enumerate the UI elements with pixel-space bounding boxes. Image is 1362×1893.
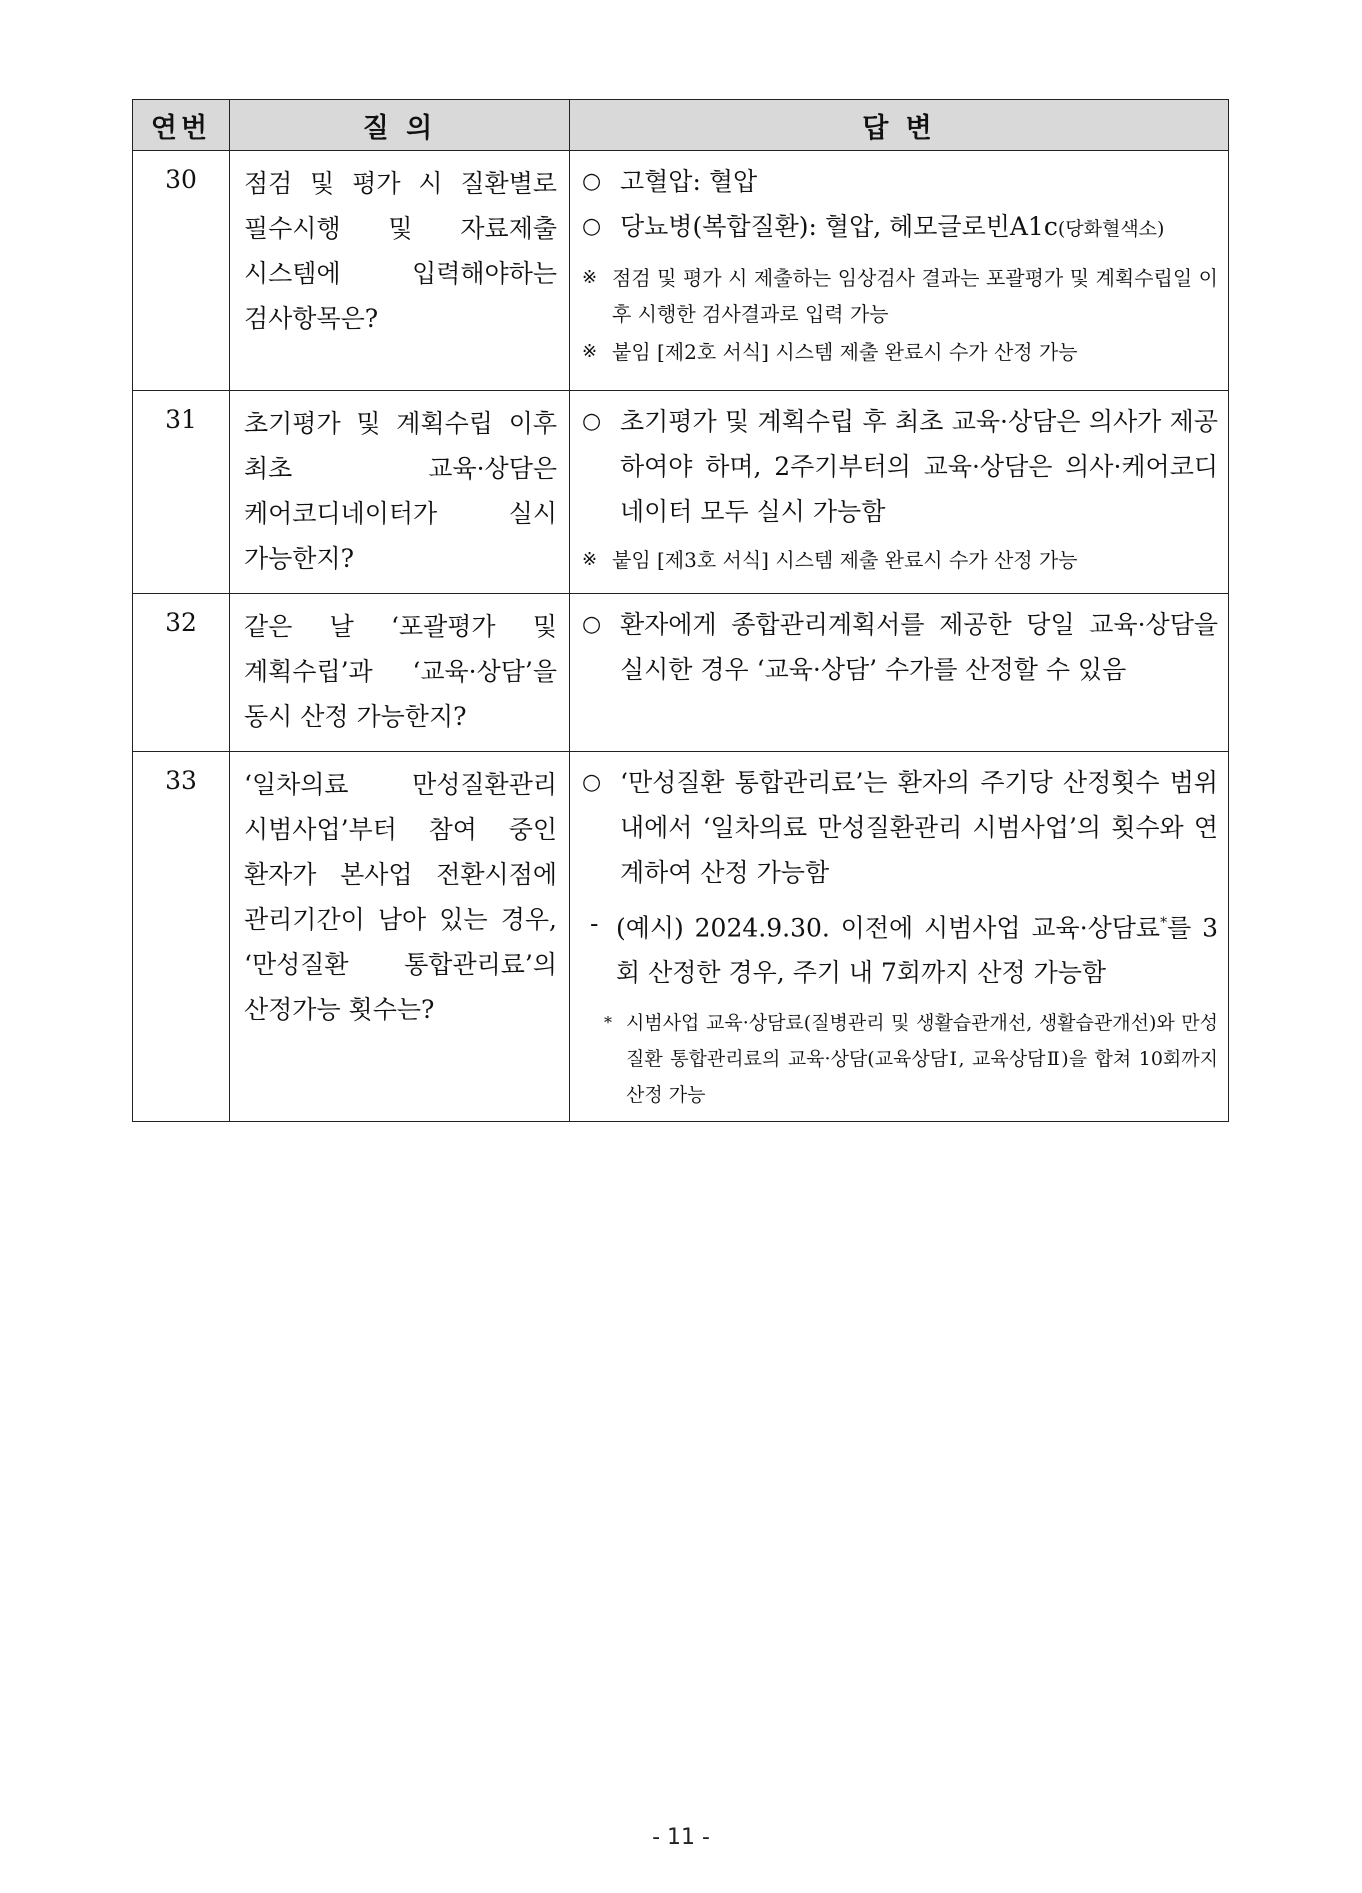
row-answer (570, 594, 1229, 752)
answer-note: ※ 붙임 [제2호 서식] 시스템 제출 완료시 수가 산정 가능 (582, 334, 1218, 370)
answer-suffix: (당화혈색소) (1057, 218, 1165, 240)
row-number: 32 (133, 594, 230, 752)
row-answer (570, 391, 1229, 594)
footnote-mark: * (1160, 915, 1168, 931)
row-question: 점검 및 평가 시 질환별로 필수시행 및 자료제출 시스템에 입력해야하는 검사항목은? (230, 151, 570, 391)
row-number: 30 (133, 151, 230, 391)
asterisk-mark: * (604, 1013, 612, 1033)
circle-bullet-icon: ○ (582, 770, 602, 795)
row-number: 33 (133, 752, 230, 1122)
row-question: 초기평가 및 계획수립 이후 최초 교육·상담은 케어코디네이터가 실시 가능한지? (230, 391, 570, 594)
table-row (133, 752, 1229, 1122)
reference-mark-icon: ※ (582, 341, 598, 362)
circle-bullet-icon: ○ (582, 214, 602, 239)
qa-table (132, 99, 1229, 1122)
answer-bullet: ○ 고혈압: 혈압 (582, 159, 1218, 204)
answer-bullet: ○ 초기평가 및 계획수립 후 최초 교육·상담은 의사가 제공하여야 하며, 2주기부터의 교육·상담은 의사·케어코디네이터 모두 실시 가능함 (582, 399, 1218, 534)
row-number: 31 (133, 391, 230, 594)
row-question: 같은 날 ‘포괄평가 및 계획수립’과 ‘교육·상담’을 동시 산정 가능한지? (230, 594, 570, 752)
answer-bullet: ○ 환자에게 종합관리계획서를 제공한 당일 교육·상담을 실시한 경우 ‘교육·상담’ 수가를 산정할 수 있음 (582, 602, 1218, 692)
row-answer (570, 151, 1229, 391)
row-question: ‘일차의료 만성질환관리 시범사업’부터 참여 중인 환자가 본사업 전환시점에 관리기간이 남아 있는 경우, ‘만성질환 통합관리료’의 산정가능 횟수는? (230, 752, 570, 1122)
answer-note: ※ 점검 및 평가 시 제출하는 임상검사 결과는 포괄평가 및 계획수립일 이후 시행한 검사결과로 입력 가능 (582, 260, 1218, 332)
dash-mark: - (590, 909, 599, 938)
table-header-row (133, 100, 1229, 151)
answer-bullet: ○ ‘만성질환 통합관리료’는 환자의 주기당 산정횟수 범위 내에서 ‘일차의료 만성질환관리 시범사업’의 횟수와 연계하여 산정 가능함 (582, 760, 1218, 895)
row-answer (570, 752, 1229, 1122)
header-question: 질 의 (230, 100, 570, 151)
footnote: * 시범사업 교육·상담료(질병관리 및 생활습관개선, 생활습관개선)와 만성질환 통합관리료의 교육·상담(교육상담Ⅰ, 교육상담Ⅱ)을 합쳐 10회까지 산정 가능 (582, 1005, 1218, 1113)
table-row (133, 391, 1229, 594)
header-number: 연번 (133, 100, 230, 151)
answer-bullet: ○ 당뇨병(복합질환): 혈압, 헤모글로빈A1c(당화혈색소) (582, 204, 1218, 252)
reference-mark-icon: ※ (582, 267, 598, 288)
page-number: - 11 - (652, 1825, 710, 1850)
circle-bullet-icon: ○ (582, 409, 602, 434)
answer-example: - (예시) 2024.9.30. 이전에 시범사업 교육·상담료*를 3회 산정한 경우, 주기 내 7회까지 산정 가능함 (582, 901, 1218, 995)
circle-bullet-icon: ○ (582, 169, 602, 194)
answer-note: ※ 붙임 [제3호 서식] 시스템 제출 완료시 수가 산정 가능 (582, 542, 1218, 578)
reference-mark-icon: ※ (582, 549, 598, 570)
table-row (133, 594, 1229, 752)
table-row (133, 151, 1229, 391)
header-answer: 답 변 (570, 100, 1229, 151)
circle-bullet-icon: ○ (582, 612, 602, 637)
